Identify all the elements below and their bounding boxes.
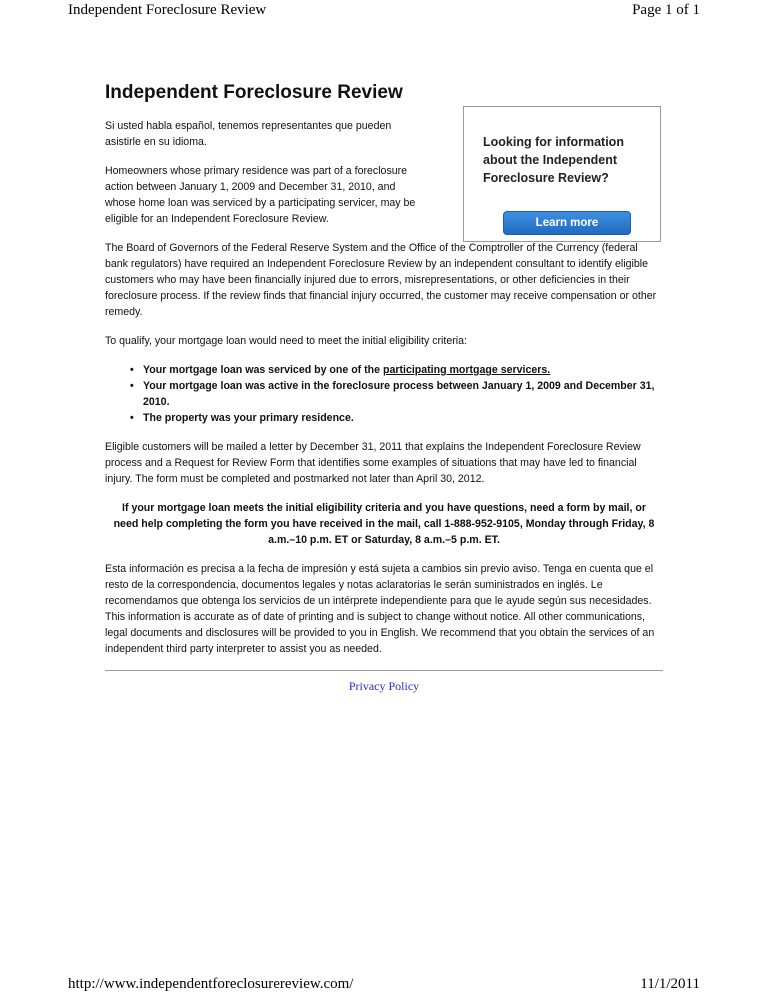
participating-servicers-link[interactable]: participating mortgage servicers.: [382, 364, 551, 376]
letter-paragraph: Eligible customers will be mailed a letter by December 31, 2011 that explains the Independent Foreclosure Review process and a Request for Review Form that identifies some examples of situations that may have led to financial injury. The form must be completed and postmarked not later than April 30, 2012.: [105, 441, 641, 485]
disclaimer-paragraph: Esta información es precisa a la fecha de impresión y está sujeta a cambios sin previo aviso. Tenga en cuenta que el resto de la correspondencia, documentos legales y notas aclaratorias le serán suministrados en inglés. Le recomendamos que obtenga los servicios de un intérprete independiente para que le ayude según sus necesidades. This information is accurate as of date of printing and is subject to change without notice. All other communications, legal documents and disclosures will be provided to you in English. We recommend that you obtain the services of an independent third party interpreter to assist you as needed.: [105, 563, 655, 655]
list-item: [130, 362, 663, 378]
divider: [105, 670, 663, 671]
criterion-3-text: The property was your primary residence.: [143, 412, 354, 424]
list-item: [130, 378, 663, 410]
eligibility-intro: Homeowners whose primary residence was part of a foreclosure action between January 1, 2009 and December 31, 2010, and whose home loan was serviced by a participating servicer, may be eligible for an Independent Foreclosure Review.: [105, 165, 416, 225]
print-header: [68, 2, 700, 19]
phone-callout: If your mortgage loan meets the initial eligibility criteria and you have questions, need a form by mail, or need help completing the form you have received in the mail, call 1-888-952-9105, Monday through Friday, 8 a.m.–10 p.m. ET or Saturday, 8 a.m.–5 p.m. ET.: [113, 502, 655, 546]
spanish-note: Si usted habla español, tenemos representantes que pueden asistirle en su idioma.: [105, 120, 392, 148]
bullet-icon: •: [130, 412, 134, 424]
main-content: [105, 82, 663, 694]
print-footer-date: 11/1/2011: [640, 976, 700, 992]
print-footer: [68, 976, 700, 993]
bullet-icon: •: [130, 364, 134, 376]
info-box-text: Looking for information about the Independent Foreclosure Review?: [483, 135, 624, 185]
board-paragraph: The Board of Governors of the Federal Reserve System and the Office of the Comptroller of the Currency (federal bank regulators) have required an Independent Foreclosure Review by an independent consultant to identify eligible customers who may have been financially injured due to errors, misrepresentations, or other deficiencies in their foreclosure process. If the review finds that financial injury occurred, the customer may receive compensation or other remedy.: [105, 242, 657, 318]
qualify-intro: To qualify, your mortgage loan would need to meet the initial eligibility criteria:: [105, 335, 467, 347]
bullet-icon: •: [130, 380, 134, 392]
page-title: Independent Foreclosure Review: [105, 82, 403, 103]
print-header-title: Independent Foreclosure Review: [68, 2, 267, 18]
print-footer-url: http://www.independentforeclosurereview.com/: [68, 976, 354, 992]
criterion-2-text: Your mortgage loan was active in the foreclosure process between January 1, 2009 and December 31, 2010.: [143, 380, 655, 408]
privacy-policy-link[interactable]: Privacy Policy: [348, 679, 420, 693]
learn-more-button[interactable]: Learn more: [503, 211, 631, 235]
criterion-1-text: Your mortgage loan was serviced by one of the: [143, 364, 383, 376]
print-header-page: Page 1 of 1: [632, 2, 700, 18]
eligibility-criteria-list: [105, 362, 663, 426]
list-item: [130, 410, 663, 426]
